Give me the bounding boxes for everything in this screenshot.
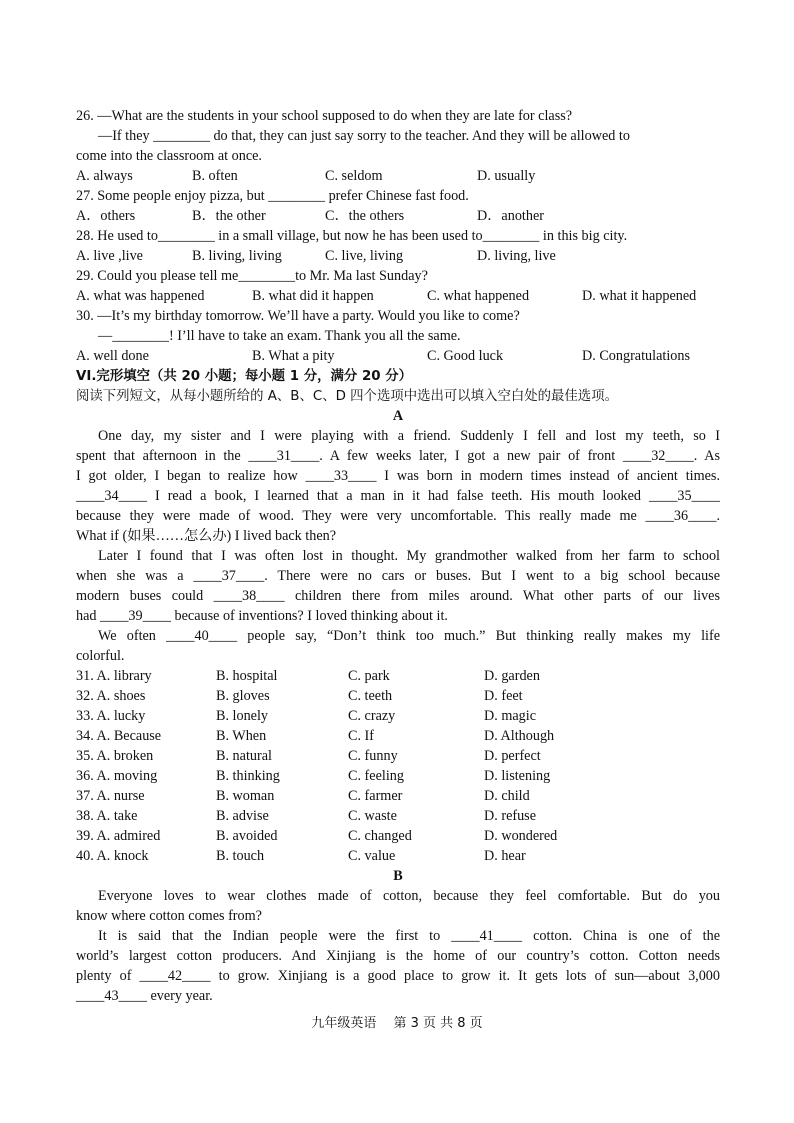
cloze-option-row bbox=[76, 686, 720, 706]
passage-line: know where cotton comes from? bbox=[76, 908, 262, 924]
option: B. lonely bbox=[216, 708, 269, 724]
option: C. waste bbox=[348, 808, 397, 824]
q26-stem-cont2: come into the classroom at once. bbox=[76, 148, 262, 164]
passage-line: because they were made of wood. They were very uncomfortable. This really made me ____36____. bbox=[76, 508, 720, 524]
option: D. usually bbox=[477, 168, 536, 184]
passage-a-paragraph-3 bbox=[76, 626, 720, 666]
passage-line: It is said that the Indian people were the first to ____41____ cotton. China is one of the bbox=[98, 928, 720, 944]
option: C. seldom bbox=[325, 168, 383, 184]
passage-line: I got older, I began to realize how ____33____ I was born in modern times instead of ancient times. bbox=[76, 468, 720, 484]
option: D. listening bbox=[484, 768, 551, 784]
option: B. gloves bbox=[216, 688, 270, 704]
passage-line: world’s largest cotton producers. And Xinjiang is the home of our country’s cotton. Cotton needs bbox=[76, 948, 720, 964]
q26-stem-cont: —If they ________ do that, they can just say sorry to the teacher. And they will be allowed to bbox=[98, 128, 630, 144]
section-heading-text: VI.完形填空（共 20 小题；每小题 1 分，满分 20 分） bbox=[76, 369, 413, 384]
option: D. hear bbox=[484, 848, 526, 864]
option: B. woman bbox=[216, 788, 275, 804]
section-instruction bbox=[76, 386, 720, 406]
q28-stem: 28. He used to________ in a small village, but now he has been used to________ in this big city. bbox=[76, 228, 628, 244]
option: C. value bbox=[348, 848, 396, 864]
passage-line: ____43____ every year. bbox=[76, 988, 213, 1004]
option: B．the other bbox=[192, 208, 266, 224]
cloze-option-row bbox=[76, 746, 720, 766]
cloze-option-row bbox=[76, 806, 720, 826]
option: D. perfect bbox=[484, 748, 541, 764]
option: 36. A. moving bbox=[76, 768, 158, 784]
cloze-option-row bbox=[76, 706, 720, 726]
option: 31. A. library bbox=[76, 668, 152, 684]
passage-a-paragraph-2 bbox=[76, 546, 720, 626]
passage-line: plenty of ____42____ to grow. Xinjiang is a good place to grow it. It gets lots of sun—about 3,000 bbox=[76, 968, 720, 984]
q26-stem: 26. —What are the students in your school supposed to do when they are late for class? bbox=[76, 108, 573, 124]
option: D. garden bbox=[484, 668, 540, 684]
option: B. natural bbox=[216, 748, 272, 764]
q27-options bbox=[76, 206, 720, 226]
passage-line: What if (如果……怎么办) I lived back then? bbox=[76, 528, 337, 544]
passage-b-paragraph-1 bbox=[76, 886, 720, 926]
option: C. feeling bbox=[348, 768, 404, 784]
option: B. what did it happen bbox=[252, 288, 374, 304]
option: C. park bbox=[348, 668, 390, 684]
cloze-option-row bbox=[76, 846, 720, 866]
option: D．another bbox=[477, 208, 544, 224]
cloze-option-row bbox=[76, 766, 720, 786]
option: C. Good luck bbox=[427, 348, 504, 364]
option: D. magic bbox=[484, 708, 537, 724]
cloze-option-row bbox=[76, 666, 720, 686]
passage-line: had ____39____ because of inventions? I loved thinking about it. bbox=[76, 608, 448, 624]
q30-stem-cont: —________! I’ll have to take an exam. Thank you all the same. bbox=[98, 328, 461, 344]
option: C. changed bbox=[348, 828, 412, 844]
option: 33. A. lucky bbox=[76, 708, 146, 724]
passage-line: colorful. bbox=[76, 648, 125, 664]
section-instruction-text: 阅读下列短文，从每小题所给的 A、B、C、D 四个选项中选出可以填入空白处的最佳选项。 bbox=[76, 389, 618, 404]
option: 37. A. nurse bbox=[76, 788, 145, 804]
option: C. farmer bbox=[348, 788, 403, 804]
passage-line: Later I found that I was often lost in thought. My grandmother walked from her farm to school bbox=[98, 548, 720, 564]
option: A. well done bbox=[76, 348, 149, 364]
option: B. What a pity bbox=[252, 348, 335, 364]
option: B. thinking bbox=[216, 768, 280, 784]
q26-options bbox=[76, 166, 720, 186]
option: B. living, living bbox=[192, 248, 282, 264]
q29-options bbox=[76, 286, 720, 306]
cloze-option-row bbox=[76, 826, 720, 846]
option: 38. A. take bbox=[76, 808, 138, 824]
passage-line: ____34____ I read a book, I learned that a man in it had false teeth. His mouth looked ____35____ bbox=[76, 488, 720, 504]
passage-b-label: B bbox=[393, 868, 403, 884]
option: C．the others bbox=[325, 208, 405, 224]
option: D. wondered bbox=[484, 828, 558, 844]
option: D. what it happened bbox=[582, 288, 697, 304]
option: 32. A. shoes bbox=[76, 688, 146, 704]
option: D. feet bbox=[484, 688, 523, 704]
option: C. what happened bbox=[427, 288, 530, 304]
option: C. If bbox=[348, 728, 375, 744]
q30-options bbox=[76, 346, 720, 366]
option: D. Although bbox=[484, 728, 555, 744]
cloze-option-row bbox=[76, 786, 720, 806]
option: C. funny bbox=[348, 748, 398, 764]
cloze-option-row bbox=[76, 726, 720, 746]
cloze-options-31-40 bbox=[76, 666, 720, 866]
passage-a-label: A bbox=[392, 408, 404, 424]
passage-line: when she was a ____37____. There were no cars or buses. But I went to a big school because bbox=[76, 568, 720, 584]
passage-a-paragraph-1 bbox=[76, 426, 720, 546]
option: C. teeth bbox=[348, 688, 393, 704]
q30-stem: 30. —It’s my birthday tomorrow. We’ll have a party. Would you like to come? bbox=[76, 308, 520, 324]
exam-page bbox=[76, 106, 720, 1006]
option: B. often bbox=[192, 168, 238, 184]
option: B. hospital bbox=[216, 668, 278, 684]
option: B. advise bbox=[216, 808, 269, 824]
page-footer: 九年级英语 第 3 页 共 8 页 bbox=[311, 1016, 483, 1031]
option: D. Congratulations bbox=[582, 348, 690, 364]
option: D. child bbox=[484, 788, 530, 804]
option: 39. A. admired bbox=[76, 828, 161, 844]
option: 40. A. knock bbox=[76, 848, 149, 864]
option: D. living, live bbox=[477, 248, 556, 264]
passage-line: spent that afternoon in the ____31____. A few weeks later, I got a new pair of front ____32____. As bbox=[76, 448, 720, 464]
option: A. always bbox=[76, 168, 133, 184]
option: B. touch bbox=[216, 848, 265, 864]
option: A．others bbox=[76, 208, 136, 224]
q29-stem: 29. Could you please tell me________to Mr. Ma last Sunday? bbox=[76, 268, 428, 284]
option: A. live ,live bbox=[76, 248, 143, 264]
section-heading bbox=[76, 366, 720, 386]
q27-stem: 27. Some people enjoy pizza, but ________ prefer Chinese fast food. bbox=[76, 188, 469, 204]
passage-line: Everyone loves to wear clothes made of cotton, because they feel comfortable. But do you bbox=[98, 888, 720, 904]
option: C. live, living bbox=[325, 248, 404, 264]
option: D. refuse bbox=[484, 808, 536, 824]
option: 34. A. Because bbox=[76, 728, 162, 744]
option: 35. A. broken bbox=[76, 748, 154, 764]
option: A. what was happened bbox=[76, 288, 205, 304]
passage-b-paragraph-2 bbox=[76, 926, 720, 1006]
passage-line: One day, my sister and I were playing with a friend. Suddenly I fell and lost my teeth, so I bbox=[98, 428, 720, 444]
option: C. crazy bbox=[348, 708, 396, 724]
option: B. When bbox=[216, 728, 267, 744]
q28-options bbox=[76, 246, 720, 266]
option: B. avoided bbox=[216, 828, 278, 844]
passage-line: modern buses could ____38____ children there from miles around. What other parts of our lives bbox=[76, 588, 720, 604]
passage-line: We often ____40____ people say, “Don’t think too much.” But thinking really makes my life bbox=[98, 628, 720, 644]
